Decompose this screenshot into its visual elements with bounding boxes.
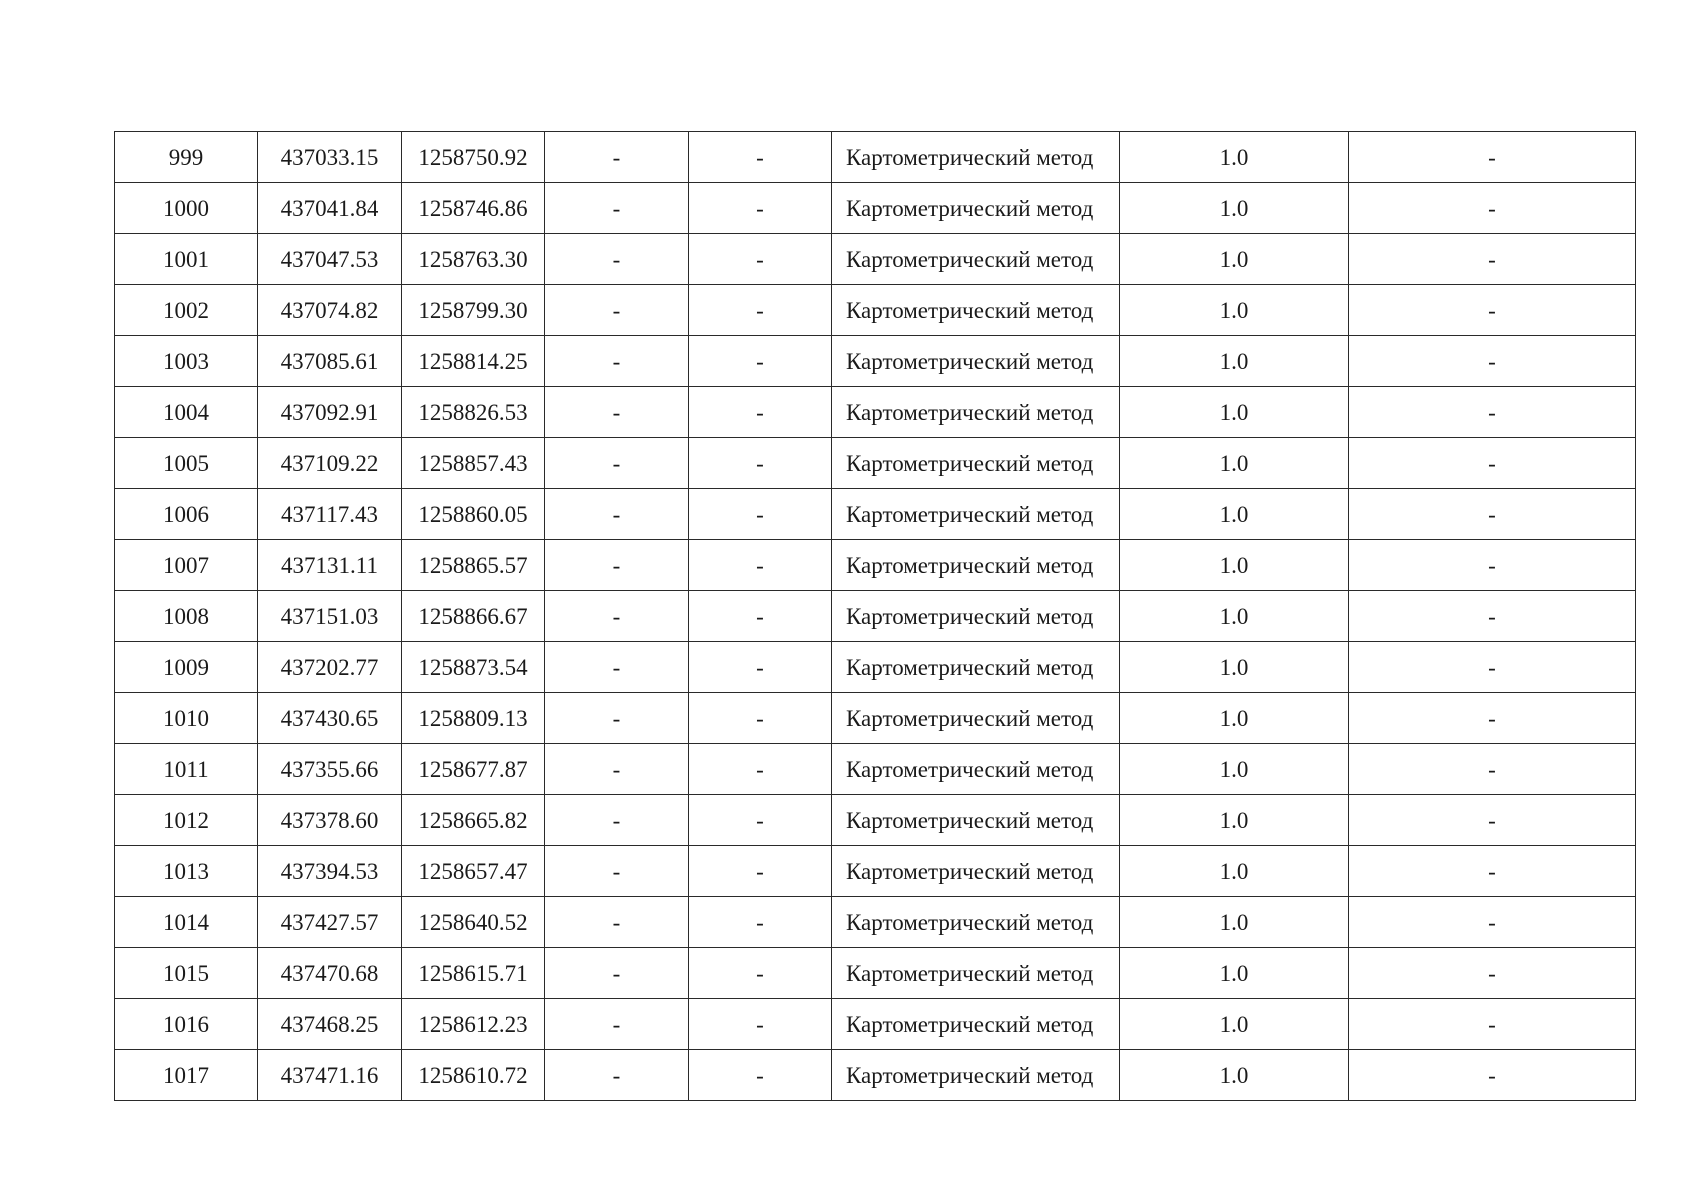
y-coordinate-cell: 1258612.23 (402, 999, 545, 1050)
empty-value-cell: - (689, 285, 832, 336)
description-cell: - (1349, 285, 1636, 336)
description-cell: - (1349, 897, 1636, 948)
empty-value-cell: - (689, 693, 832, 744)
y-coordinate-cell: 1258814.25 (402, 336, 545, 387)
point-number-cell: 1011 (115, 744, 258, 795)
empty-value-cell: - (689, 642, 832, 693)
x-coordinate-cell: 437074.82 (258, 285, 402, 336)
description-cell: - (1349, 999, 1636, 1050)
method-cell: Картометрический метод (832, 693, 1120, 744)
accuracy-cell: 1.0 (1120, 387, 1349, 438)
table-row (115, 183, 1636, 234)
empty-value-cell: - (545, 897, 689, 948)
description-cell: - (1349, 387, 1636, 438)
accuracy-cell: 1.0 (1120, 948, 1349, 999)
table-row (115, 132, 1636, 183)
method-cell: Картометрический метод (832, 999, 1120, 1050)
description-cell: - (1349, 642, 1636, 693)
table-row (115, 438, 1636, 489)
point-number-cell: 1000 (115, 183, 258, 234)
method-cell: Картометрический метод (832, 948, 1120, 999)
empty-value-cell: - (689, 591, 832, 642)
description-cell: - (1349, 948, 1636, 999)
x-coordinate-cell: 437378.60 (258, 795, 402, 846)
point-number-cell: 1005 (115, 438, 258, 489)
description-cell: - (1349, 336, 1636, 387)
description-cell: - (1349, 846, 1636, 897)
accuracy-cell: 1.0 (1120, 234, 1349, 285)
accuracy-cell: 1.0 (1120, 693, 1349, 744)
x-coordinate-cell: 437394.53 (258, 846, 402, 897)
table-row (115, 642, 1636, 693)
empty-value-cell: - (545, 336, 689, 387)
accuracy-cell: 1.0 (1120, 1050, 1349, 1101)
empty-value-cell: - (545, 540, 689, 591)
point-number-cell: 1004 (115, 387, 258, 438)
y-coordinate-cell: 1258809.13 (402, 693, 545, 744)
method-cell: Картометрический метод (832, 846, 1120, 897)
y-coordinate-cell: 1258610.72 (402, 1050, 545, 1101)
x-coordinate-cell: 437117.43 (258, 489, 402, 540)
table-row (115, 744, 1636, 795)
method-cell: Картометрический метод (832, 591, 1120, 642)
empty-value-cell: - (689, 846, 832, 897)
method-cell: Картометрический метод (832, 897, 1120, 948)
method-cell: Картометрический метод (832, 1050, 1120, 1101)
description-cell: - (1349, 438, 1636, 489)
y-coordinate-cell: 1258866.67 (402, 591, 545, 642)
description-cell: - (1349, 234, 1636, 285)
point-number-cell: 1013 (115, 846, 258, 897)
table-row (115, 999, 1636, 1050)
empty-value-cell: - (545, 234, 689, 285)
y-coordinate-cell: 1258615.71 (402, 948, 545, 999)
empty-value-cell: - (545, 1050, 689, 1101)
empty-value-cell: - (689, 132, 832, 183)
x-coordinate-cell: 437471.16 (258, 1050, 402, 1101)
method-cell: Картометрический метод (832, 744, 1120, 795)
empty-value-cell: - (689, 744, 832, 795)
description-cell: - (1349, 693, 1636, 744)
method-cell: Картометрический метод (832, 795, 1120, 846)
empty-value-cell: - (545, 285, 689, 336)
accuracy-cell: 1.0 (1120, 999, 1349, 1050)
description-cell: - (1349, 183, 1636, 234)
x-coordinate-cell: 437109.22 (258, 438, 402, 489)
point-number-cell: 1014 (115, 897, 258, 948)
table-row (115, 1050, 1636, 1101)
empty-value-cell: - (689, 1050, 832, 1101)
y-coordinate-cell: 1258865.57 (402, 540, 545, 591)
empty-value-cell: - (689, 540, 832, 591)
table-row (115, 387, 1636, 438)
y-coordinate-cell: 1258860.05 (402, 489, 545, 540)
empty-value-cell: - (689, 489, 832, 540)
x-coordinate-cell: 437430.65 (258, 693, 402, 744)
point-number-cell: 1002 (115, 285, 258, 336)
empty-value-cell: - (545, 795, 689, 846)
point-number-cell: 1010 (115, 693, 258, 744)
description-cell: - (1349, 1050, 1636, 1101)
table-row (115, 285, 1636, 336)
table-row (115, 897, 1636, 948)
table-row (115, 693, 1636, 744)
x-coordinate-cell: 437470.68 (258, 948, 402, 999)
coordinates-table (114, 131, 1636, 1101)
point-number-cell: 1007 (115, 540, 258, 591)
empty-value-cell: - (545, 591, 689, 642)
method-cell: Картометрический метод (832, 642, 1120, 693)
x-coordinate-cell: 437033.15 (258, 132, 402, 183)
x-coordinate-cell: 437468.25 (258, 999, 402, 1050)
empty-value-cell: - (689, 999, 832, 1050)
y-coordinate-cell: 1258640.52 (402, 897, 545, 948)
empty-value-cell: - (545, 489, 689, 540)
empty-value-cell: - (545, 744, 689, 795)
empty-value-cell: - (545, 642, 689, 693)
table-row (115, 540, 1636, 591)
x-coordinate-cell: 437427.57 (258, 897, 402, 948)
accuracy-cell: 1.0 (1120, 795, 1349, 846)
y-coordinate-cell: 1258665.82 (402, 795, 545, 846)
empty-value-cell: - (689, 897, 832, 948)
empty-value-cell: - (545, 948, 689, 999)
x-coordinate-cell: 437151.03 (258, 591, 402, 642)
empty-value-cell: - (545, 693, 689, 744)
accuracy-cell: 1.0 (1120, 336, 1349, 387)
method-cell: Картометрический метод (832, 540, 1120, 591)
method-cell: Картометрический метод (832, 285, 1120, 336)
x-coordinate-cell: 437131.11 (258, 540, 402, 591)
table-row (115, 795, 1636, 846)
empty-value-cell: - (545, 846, 689, 897)
y-coordinate-cell: 1258873.54 (402, 642, 545, 693)
y-coordinate-cell: 1258799.30 (402, 285, 545, 336)
point-number-cell: 1006 (115, 489, 258, 540)
empty-value-cell: - (689, 438, 832, 489)
point-number-cell: 1008 (115, 591, 258, 642)
y-coordinate-cell: 1258657.47 (402, 846, 545, 897)
point-number-cell: 1012 (115, 795, 258, 846)
method-cell: Картометрический метод (832, 132, 1120, 183)
table-row (115, 846, 1636, 897)
point-number-cell: 999 (115, 132, 258, 183)
point-number-cell: 1003 (115, 336, 258, 387)
accuracy-cell: 1.0 (1120, 132, 1349, 183)
description-cell: - (1349, 744, 1636, 795)
point-number-cell: 1017 (115, 1050, 258, 1101)
empty-value-cell: - (545, 999, 689, 1050)
y-coordinate-cell: 1258750.92 (402, 132, 545, 183)
table-row (115, 336, 1636, 387)
x-coordinate-cell: 437047.53 (258, 234, 402, 285)
accuracy-cell: 1.0 (1120, 642, 1349, 693)
y-coordinate-cell: 1258763.30 (402, 234, 545, 285)
coordinates-table-body (115, 132, 1636, 1101)
point-number-cell: 1016 (115, 999, 258, 1050)
y-coordinate-cell: 1258746.86 (402, 183, 545, 234)
empty-value-cell: - (689, 795, 832, 846)
empty-value-cell: - (689, 948, 832, 999)
accuracy-cell: 1.0 (1120, 489, 1349, 540)
empty-value-cell: - (689, 387, 832, 438)
accuracy-cell: 1.0 (1120, 438, 1349, 489)
description-cell: - (1349, 132, 1636, 183)
empty-value-cell: - (545, 132, 689, 183)
table-row (115, 591, 1636, 642)
method-cell: Картометрический метод (832, 387, 1120, 438)
empty-value-cell: - (689, 336, 832, 387)
empty-value-cell: - (545, 183, 689, 234)
method-cell: Картометрический метод (832, 336, 1120, 387)
method-cell: Картометрический метод (832, 183, 1120, 234)
description-cell: - (1349, 540, 1636, 591)
empty-value-cell: - (545, 387, 689, 438)
accuracy-cell: 1.0 (1120, 846, 1349, 897)
point-number-cell: 1009 (115, 642, 258, 693)
x-coordinate-cell: 437085.61 (258, 336, 402, 387)
empty-value-cell: - (689, 183, 832, 234)
description-cell: - (1349, 489, 1636, 540)
accuracy-cell: 1.0 (1120, 285, 1349, 336)
table-row (115, 489, 1636, 540)
description-cell: - (1349, 795, 1636, 846)
y-coordinate-cell: 1258677.87 (402, 744, 545, 795)
point-number-cell: 1015 (115, 948, 258, 999)
accuracy-cell: 1.0 (1120, 183, 1349, 234)
table-row (115, 948, 1636, 999)
y-coordinate-cell: 1258826.53 (402, 387, 545, 438)
description-cell: - (1349, 591, 1636, 642)
method-cell: Картометрический метод (832, 234, 1120, 285)
method-cell: Картометрический метод (832, 489, 1120, 540)
accuracy-cell: 1.0 (1120, 591, 1349, 642)
accuracy-cell: 1.0 (1120, 897, 1349, 948)
table-row (115, 234, 1636, 285)
x-coordinate-cell: 437202.77 (258, 642, 402, 693)
accuracy-cell: 1.0 (1120, 540, 1349, 591)
accuracy-cell: 1.0 (1120, 744, 1349, 795)
y-coordinate-cell: 1258857.43 (402, 438, 545, 489)
method-cell: Картометрический метод (832, 438, 1120, 489)
empty-value-cell: - (689, 234, 832, 285)
point-number-cell: 1001 (115, 234, 258, 285)
empty-value-cell: - (545, 438, 689, 489)
x-coordinate-cell: 437355.66 (258, 744, 402, 795)
x-coordinate-cell: 437041.84 (258, 183, 402, 234)
x-coordinate-cell: 437092.91 (258, 387, 402, 438)
